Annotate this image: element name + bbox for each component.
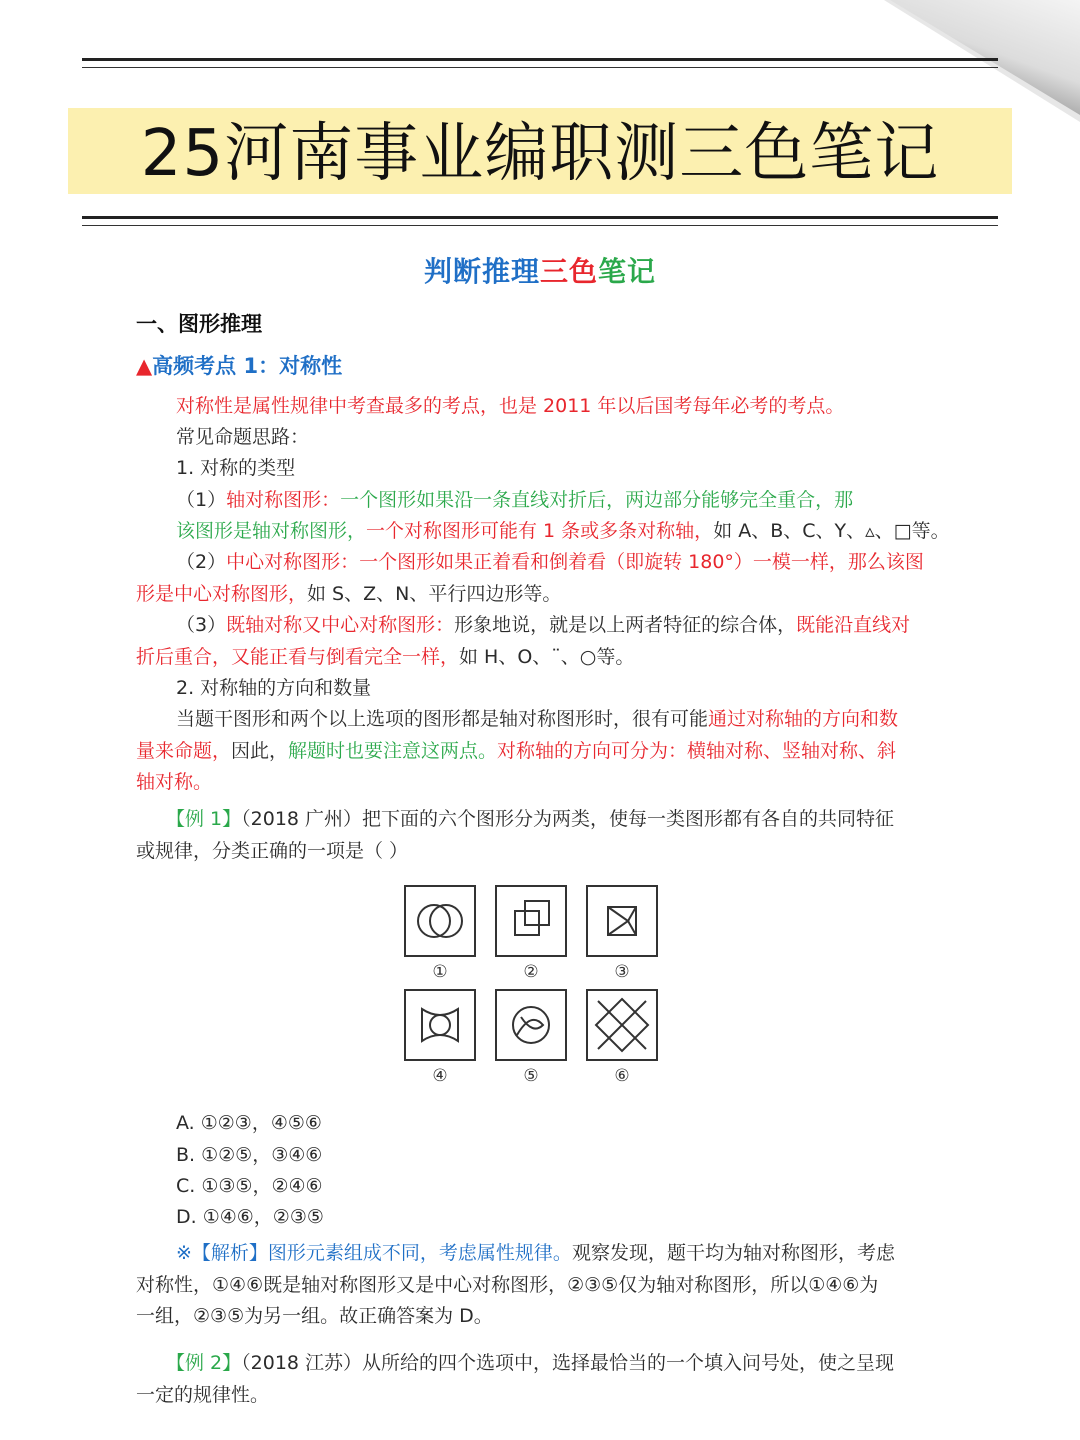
bowtie-icon [406, 991, 474, 1059]
para3-red2: 既能沿直线对 [796, 614, 911, 636]
para2b-red: 形是中心对称图形， [136, 583, 308, 605]
figure-4 [404, 989, 476, 1061]
analysis-mark: ※【解析】 [176, 1242, 268, 1264]
top-rule [82, 58, 998, 68]
example1-line1 [166, 804, 894, 834]
item1-title: 1. 对称的类型 [176, 457, 296, 479]
para3-red: 既轴对称又中心对称图形： [226, 614, 455, 636]
triangle-icon: ▲ [136, 354, 153, 378]
square-triangle-icon [588, 887, 656, 955]
para4-line1 [176, 704, 898, 734]
example2-text: （2018 江苏）从所给的四个选项中，选择最恰当的一个填入问号处，使之呈现 [241, 1352, 895, 1374]
para2-line1 [176, 547, 924, 577]
example2-tag: 【例 2】 [166, 1352, 242, 1374]
para1b-dark: 如 A、B、C、Y、▵、□等。 [713, 520, 950, 542]
example1-tag: 【例 1】 [166, 808, 242, 830]
para3-num: （3） [176, 614, 227, 636]
example1-text: （2018 广州）把下面的六个图形分为两类，使每一类图形都有各自的共同特征 [241, 808, 895, 830]
sub-title [0, 250, 1080, 290]
para4b-green: 解题时也要注意这两点。 [288, 740, 498, 762]
para4b-red2: 对称轴的方向可分为：横轴对称、竖轴对称、斜 [497, 740, 897, 762]
para3b-dark: 如 H、O、¨、○等。 [459, 646, 635, 668]
overlapping-squares-icon [497, 887, 565, 955]
para1b-red: 一个对称图形可能有 1 条或多条对称轴， [366, 520, 714, 542]
figure-1 [404, 885, 476, 957]
para1-line2 [176, 516, 950, 546]
figure-label-4: ④ [432, 1066, 448, 1086]
sub-title-part-a: 判断推理 [423, 255, 540, 288]
bottom-rule [82, 216, 998, 226]
para3-line1 [176, 610, 910, 640]
para3-line2 [136, 642, 634, 672]
para2b-dark: 如 S、Z、N、平行四边形等。 [307, 583, 562, 605]
figure-3 [586, 885, 658, 957]
option-b: B. ①②⑤，③④⑥ [176, 1144, 323, 1166]
para2-line2 [136, 579, 561, 609]
figure-label-3: ③ [614, 962, 630, 982]
two-circles-icon [406, 887, 474, 955]
example2-line1 [166, 1348, 894, 1378]
para3b-red: 折后重合，又能正看与倒看完全一样， [136, 646, 460, 668]
example1-line2: 或规律，分类正确的一项是（ ） [136, 840, 409, 862]
point-heading [136, 350, 342, 380]
para4-red: 通过对称轴的方向和数 [708, 708, 899, 730]
section-heading: 一、图形推理 [136, 312, 262, 336]
para1-red: 轴对称图形： [226, 489, 341, 511]
analysis-blue: 图形元素组成不同，考虑属性规律。 [267, 1242, 572, 1264]
analysis-line2: 对称性，①④⑥既是轴对称图形又是中心对称图形，②③⑤仅为轴对称图形，所以①④⑥为 [136, 1274, 879, 1296]
figure-6 [586, 989, 658, 1061]
diamond-cross-icon [588, 991, 656, 1059]
sub-title-part-c: 笔记 [598, 255, 657, 288]
figure-2 [495, 885, 567, 957]
option-a: A. ①②③，④⑤⑥ [176, 1112, 322, 1134]
para2-red2: 一个图形如果正着看和倒着看（即旋转 180°）一模一样，那么该图 [359, 551, 924, 573]
intro-line: 对称性是属性规律中考查最多的考点，也是 2011 年以后国考每年必考的考点。 [176, 395, 845, 417]
figure-label-1: ① [432, 962, 448, 982]
para1-line1 [176, 485, 853, 515]
figure-5 [495, 989, 567, 1061]
para4-dark: 当题干图形和两个以上选项的图形都是轴对称图形时，很有可能 [176, 708, 709, 730]
option-c: C. ①③⑤，②④⑥ [176, 1175, 323, 1197]
para4b-red: 量来命题， [136, 740, 232, 762]
para1-green: 一个图形如果沿一条直线对折后，两边部分能够完全重合，那 [340, 489, 854, 511]
para2-num: （2） [176, 551, 227, 573]
para4-line3: 轴对称。 [136, 771, 213, 793]
figure-label-2: ② [523, 962, 539, 982]
para4b-dark: 因此， [231, 740, 289, 762]
figure-label-5: ⑤ [523, 1066, 539, 1086]
example2-line2: 一定的规律性。 [136, 1384, 270, 1406]
main-title: 25河南事业编职测三色笔记 [140, 117, 940, 191]
item2-title: 2. 对称轴的方向和数量 [176, 677, 372, 699]
option-d: D. ①④⑥，②③⑤ [176, 1206, 324, 1228]
analysis-line1 [176, 1238, 895, 1268]
figure-label-6: ⑥ [614, 1066, 630, 1086]
sub-title-part-b: 三色 [539, 255, 598, 288]
para1-num: （1） [176, 489, 227, 511]
point-title: 高频考点 1：对称性 [152, 354, 343, 378]
para3-dark: 形象地说，就是以上两者特征的综合体， [454, 614, 797, 636]
title-banner [68, 108, 1012, 194]
para4-line2 [136, 736, 896, 766]
thinking-label: 常见命题思路： [176, 426, 310, 448]
analysis-dark: 观察发现，题干均为轴对称图形，考虑 [571, 1242, 895, 1264]
para2-red: 中心对称图形： [226, 551, 360, 573]
analysis-line3: 一组，②③⑤为另一组。故正确答案为 D。 [136, 1305, 493, 1327]
circle-fish-icon [497, 991, 565, 1059]
para1b-green: 该图形是轴对称图形， [176, 520, 367, 542]
